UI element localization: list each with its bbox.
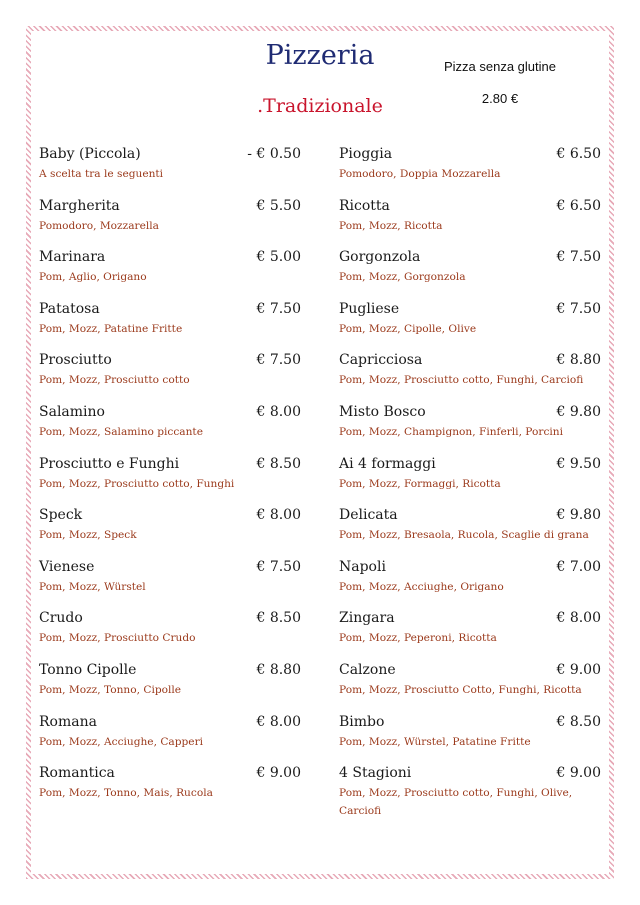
menu-item-price: € 7.50 (556, 300, 601, 317)
menu-item-marinara (39, 248, 301, 300)
menu-item-header (39, 506, 301, 524)
menu-item-bimbo (339, 713, 601, 765)
menu-item-vienese (39, 558, 301, 610)
menu-item-capricciosa (339, 351, 601, 403)
menu-item-name: Margherita (39, 197, 120, 214)
menu-item-name: Ricotta (339, 197, 390, 214)
menu-item-description: Pom, Mozz, Cipolle, Olive (339, 322, 477, 335)
menu-item-name: Crudo (39, 610, 83, 627)
menu-item-name: Ai 4 formaggi (339, 455, 436, 472)
menu-item-name: Tonno Cipolle (39, 661, 137, 678)
menu-item-header (39, 455, 301, 473)
menu-item-name: Zingara (339, 610, 395, 627)
menu-item-description: Pom, Mozz, Würstel (39, 580, 146, 593)
menu-item-header (339, 248, 601, 266)
menu-item-description: Pom, Mozz, Speck (39, 529, 137, 542)
menu-item-description: Pom, Mozz, Salamino piccante (39, 425, 203, 438)
menu-item-4-stagioni (339, 764, 601, 816)
menu-item-header (39, 558, 301, 576)
menu-item-name: 4 Stagioni (339, 765, 412, 782)
menu-item-baby-piccola (39, 145, 301, 197)
gluten-free-price: 2.80 € (481, 91, 519, 106)
menu-subtitle: .Tradizionale (257, 95, 383, 117)
menu-item-salamino (39, 403, 301, 455)
menu-item-description: A scelta tra le seguenti (39, 168, 164, 180)
menu-item-header (339, 764, 601, 782)
menu-item-price: € 8.50 (256, 455, 301, 472)
menu-item-price: € 8.80 (556, 352, 601, 369)
menu-item-name: Gorgonzola (339, 249, 421, 266)
menu-item-header (39, 403, 301, 421)
menu-item-header (39, 661, 301, 679)
menu-item-header (339, 661, 601, 679)
menu-item-header (339, 609, 601, 627)
menu-item-description: Pom, Mozz, Bresaola, Rucola, Scaglie di grana (339, 529, 589, 542)
menu-item-napoli (339, 558, 601, 610)
menu-item-description: Pom, Mozz, Tonno, Cipolle (39, 683, 182, 696)
menu-item-name: Calzone (339, 661, 396, 678)
menu-item-name: Marinara (39, 249, 106, 266)
menu-item-header (339, 300, 601, 318)
menu-item-description: Pom, Mozz, Acciughe, Capperi (39, 735, 204, 748)
menu-item-price: € 9.00 (556, 661, 601, 678)
menu-item-description: Pom, Mozz, Tonno, Mais, Rucola (39, 787, 213, 800)
menu-item-name: Speck (39, 507, 83, 524)
menu-item-header (339, 455, 601, 473)
menu-item-description: Pom, Mozz, Formaggi, Ricotta (339, 477, 501, 490)
menu-item-header (39, 351, 301, 369)
menu-item-price: € 9.50 (556, 455, 601, 472)
menu-item-header (39, 145, 301, 163)
menu-item-header (39, 609, 301, 627)
menu-item-description: Pom, Mozz, Prosciutto cotto, Funghi (39, 477, 235, 490)
menu-item-name: Romantica (39, 765, 115, 782)
menu-item-name: Pugliese (339, 300, 400, 317)
menu-item-description: Pom, Mozz, Acciughe, Origano (339, 580, 504, 593)
menu-item-name: Capricciosa (339, 352, 423, 369)
menu-column-left (39, 145, 301, 816)
menu-item-header (339, 558, 601, 576)
menu-item-name: Delicata (339, 507, 398, 524)
menu-item-description: Pom, Mozz, Würstel, Patatine Fritte (339, 735, 531, 748)
menu-item-price: € 8.00 (256, 507, 301, 524)
menu-item-header (339, 351, 601, 369)
menu-item-header (339, 197, 601, 215)
menu-item-prosciutto (39, 351, 301, 403)
menu-item-delicata (339, 506, 601, 558)
menu-item-header (339, 145, 601, 163)
menu-item-description: Pom, Mozz, Ricotta (339, 219, 443, 232)
menu-item-ai-4-formaggi (339, 455, 601, 507)
menu-item-description: Pom, Mozz, Prosciutto cotto (39, 374, 190, 387)
menu-item-header (339, 506, 601, 524)
menu-item-name: Pioggia (339, 146, 393, 162)
menu-item-price: € 5.50 (256, 197, 301, 214)
menu-item-description: Pomodoro, Mozzarella (39, 219, 159, 232)
menu-item-romantica (39, 764, 301, 816)
menu-item-description: Pom, Mozz, Prosciutto cotto, Funghi, Carciofi (339, 374, 584, 387)
menu-item-price: € 6.50 (556, 197, 601, 214)
menu-item-price: € 8.00 (256, 713, 301, 730)
menu-item-crudo (39, 609, 301, 661)
menu-item-price: € 9.00 (256, 765, 301, 782)
menu-item-price: € 8.80 (256, 661, 301, 678)
menu-item-description: Pom, Mozz, Gorgonzola (339, 271, 466, 284)
menu-item-pioggia (339, 145, 601, 197)
menu-item-name: Misto Bosco (339, 403, 426, 420)
menu-item-description: Pom, Mozz, Peperoni, Ricotta (339, 632, 497, 645)
menu-item-header (339, 713, 601, 731)
menu-item-patatosa (39, 300, 301, 352)
menu-item-name: Prosciutto e Funghi (39, 455, 180, 472)
menu-item-prosciutto-e-funghi (39, 455, 301, 507)
gluten-free-label: Pizza senza glutine (443, 59, 556, 74)
menu-item-description: Pom, Mozz, Patatine Fritte (39, 322, 183, 335)
menu-item-name: Baby (Piccola) (39, 146, 141, 162)
menu-item-price: € 7.00 (556, 558, 601, 575)
menu-item-description: Pomodoro, Doppia Mozzarella (339, 168, 501, 180)
menu-item-speck (39, 506, 301, 558)
menu-item-price: - € 0.50 (247, 146, 301, 162)
menu-item-price: € 8.50 (256, 610, 301, 627)
menu-item-price: € 9.00 (556, 765, 601, 782)
menu-item-header (39, 764, 301, 782)
menu-item-name: Napoli (339, 558, 386, 575)
page-title: Pizzeria (265, 40, 375, 71)
menu-item-name: Salamino (39, 403, 105, 420)
menu-item-name: Romana (39, 713, 97, 730)
menu-item-description: Pom, Mozz, Champignon, Finferli, Porcini (339, 425, 563, 438)
menu-item-header (39, 300, 301, 318)
menu-item-name: Patatosa (39, 300, 100, 317)
menu-item-calzone (339, 661, 601, 713)
menu-item-price: € 7.50 (256, 300, 301, 317)
menu-item-header (39, 197, 301, 215)
menu-item-price: € 9.80 (556, 507, 601, 524)
menu-item-price: € 6.50 (556, 146, 601, 162)
menu-item-description: Pom, Mozz, Prosciutto Crudo (39, 632, 196, 645)
menu-item-price: € 9.80 (556, 403, 601, 420)
menu-item-description: Pom, Aglio, Origano (39, 271, 147, 284)
menu-item-margherita (39, 197, 301, 249)
menu-column-right (339, 145, 601, 816)
menu-item-misto-bosco (339, 403, 601, 455)
menu-item-price: € 7.50 (556, 249, 601, 266)
menu-item-name: Vienese (39, 558, 95, 575)
menu-item-description: Pom, Mozz, Prosciutto Cotto, Funghi, Ricotta (339, 683, 582, 696)
menu-item-tonno-cipolle (39, 661, 301, 713)
menu-item-price: € 8.50 (556, 713, 601, 730)
menu-item-name: Bimbo (339, 713, 385, 730)
menu-item-price: € 8.00 (256, 403, 301, 420)
menu-item-header (339, 403, 601, 421)
menu-item-pugliese (339, 300, 601, 352)
menu-item-gorgonzola (339, 248, 601, 300)
menu-item-romana (39, 713, 301, 765)
menu-item-header (39, 713, 301, 731)
menu-item-ricotta (339, 197, 601, 249)
menu-item-header (39, 248, 301, 266)
menu-item-price: € 7.50 (256, 352, 301, 369)
menu-item-price: € 8.00 (556, 610, 601, 627)
menu-item-description: Pom, Mozz, Prosciutto cotto, Funghi, Olive, Carciofi (339, 787, 573, 818)
menu-item-zingara (339, 609, 601, 661)
menu-item-price: € 7.50 (256, 558, 301, 575)
menu-item-price: € 5.00 (256, 249, 301, 266)
menu-item-name: Prosciutto (39, 352, 112, 369)
